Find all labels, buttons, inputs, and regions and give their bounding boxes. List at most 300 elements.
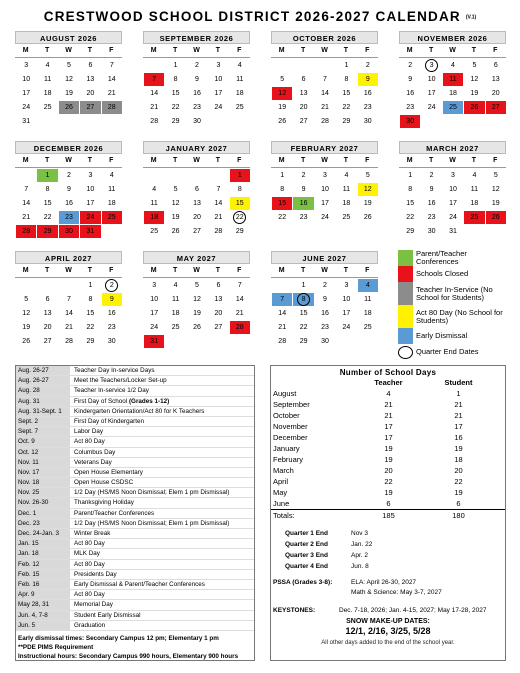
event-description: Student Early Dismissal (74, 611, 141, 619)
day-cell (271, 100, 292, 114)
day-number: 7 (280, 296, 285, 303)
day-number: 14 (321, 90, 329, 97)
day-number: 19 (491, 200, 500, 207)
day-cell (420, 210, 441, 224)
day-cell (292, 86, 313, 100)
day-number: 24 (342, 324, 351, 331)
day-number: 24 (321, 214, 329, 221)
day-number: 29 (299, 338, 308, 345)
day-cell (335, 292, 356, 306)
day-number: 8 (173, 76, 178, 83)
day-number: 21 (321, 104, 329, 111)
day-cell (271, 196, 292, 210)
student-header: Student (444, 378, 473, 387)
day-cell (314, 72, 335, 86)
day-number: 20 (193, 214, 201, 221)
day-cell (335, 182, 356, 196)
day-cell (357, 292, 378, 306)
day-number: 27 (43, 338, 52, 345)
event-description: Open House Elementary (74, 468, 143, 476)
day-cell (420, 72, 441, 86)
day-cell (357, 86, 378, 100)
day-number: 4 (237, 62, 242, 69)
day-number: 31 (86, 228, 95, 235)
legend (398, 250, 506, 360)
day-cell (186, 114, 207, 128)
school-days-row (271, 432, 505, 443)
day-cell (164, 278, 185, 292)
day-cell (15, 292, 36, 306)
day-cell (79, 196, 100, 210)
day-cell (420, 100, 441, 114)
legend-item (398, 305, 506, 328)
legend-swatch (398, 250, 413, 266)
day-number: 21 (150, 104, 159, 111)
quarter-label: Quarter 1 End (285, 530, 328, 537)
day-number: 8 (88, 296, 93, 303)
day-number: 13 (491, 76, 500, 83)
event-date: Aug. 31-Sept. 1 (16, 407, 70, 416)
school-days-month: August (273, 389, 297, 398)
day-cell (442, 86, 463, 100)
day-cell (229, 72, 250, 86)
event-row (16, 386, 254, 396)
weekday-label: M (271, 154, 292, 168)
day-number: 11 (470, 186, 479, 193)
day-number: 18 (470, 200, 479, 207)
day-cell (357, 224, 378, 238)
day-cell (79, 320, 100, 334)
pssa-row (271, 578, 505, 588)
quarter-label: Quarter 2 End (285, 541, 328, 548)
day-cell (357, 182, 378, 196)
day-cell (186, 168, 207, 182)
day-cell (36, 114, 57, 128)
day-number: 23 (406, 104, 415, 111)
day-number: 25 (363, 324, 372, 331)
day-number: 13 (86, 76, 95, 83)
event-grades: (Grades 1-12) (128, 397, 170, 405)
day-cell (442, 196, 463, 210)
day-number: 26 (171, 228, 180, 235)
month-header: SEPTEMBER 2026 (143, 31, 250, 44)
day-number: 18 (43, 90, 52, 97)
legend-label: Quarter End Dates (416, 347, 479, 356)
month-october-2026 (271, 31, 378, 128)
day-cell (143, 72, 164, 86)
day-cell (463, 114, 484, 128)
school-days-month: April (273, 477, 289, 486)
footnote-hours: Instructional hours: Secondary Campus 990 hours, Elementary 900 hours (18, 652, 239, 660)
event-text (70, 458, 112, 467)
day-cell (186, 320, 207, 334)
day-number: 1 (344, 62, 349, 69)
day-number: 26 (278, 118, 287, 125)
event-date: Dec. 24-Jan. 3 (16, 529, 70, 538)
day-cell (58, 306, 79, 320)
day-cell (58, 72, 79, 86)
day-number: 15 (278, 200, 287, 207)
event-row (16, 458, 254, 468)
day-number: 28 (214, 228, 223, 235)
event-text (70, 539, 105, 548)
school-days-student: 22 (454, 477, 463, 486)
event-date: May 28, 31 (16, 600, 70, 609)
event-text (70, 498, 134, 507)
event-description: Memorial Day (74, 601, 113, 609)
day-cell (399, 210, 420, 224)
day-number: 23 (427, 214, 436, 221)
day-number: 30 (363, 118, 372, 125)
day-number: 14 (150, 90, 159, 97)
event-row (16, 519, 254, 529)
event-row (16, 509, 254, 519)
day-number: 18 (107, 200, 116, 207)
day-number: 24 (150, 324, 159, 331)
event-date: Apr. 9 (16, 590, 70, 599)
day-cell (143, 182, 164, 196)
legend-label: Teacher In-Service (No School for Students) (416, 284, 493, 302)
event-text (70, 376, 167, 385)
school-days-month: March (273, 466, 294, 475)
weekday-label: T (463, 154, 484, 168)
day-number: 28 (278, 338, 287, 345)
day-number: 28 (235, 324, 244, 331)
school-days-row (271, 410, 505, 421)
day-grid (15, 44, 122, 128)
day-number: 12 (193, 296, 201, 303)
event-description: Kindergarten Orientation/Act 80 for K Teachers (74, 407, 205, 415)
day-grid (271, 264, 378, 348)
day-cell (186, 182, 207, 196)
weekday-label: T (292, 264, 313, 278)
day-number: 23 (107, 324, 116, 331)
day-number: 22 (342, 104, 351, 111)
day-cell (15, 224, 36, 238)
day-cell (229, 292, 250, 306)
day-cell (58, 100, 79, 114)
school-days-month: June (273, 499, 290, 508)
day-number: 30 (107, 338, 116, 345)
school-days-teacher: 21 (384, 411, 393, 420)
day-cell (442, 210, 463, 224)
day-number: 7 (152, 76, 157, 83)
month-header: NOVEMBER 2026 (399, 31, 506, 44)
keystones-label: KEYSTONES: (273, 607, 316, 614)
day-cell (79, 114, 100, 128)
day-cell (335, 100, 356, 114)
legend-item (398, 282, 506, 305)
day-cell (271, 278, 292, 292)
event-description: Act 80 Day (74, 591, 105, 599)
event-date: Feb. 12 (16, 560, 70, 569)
totals-teacher: 185 (382, 511, 395, 520)
event-row (16, 478, 254, 488)
day-number: 22 (171, 104, 180, 111)
day-number: 14 (278, 310, 287, 317)
day-number: 15 (235, 200, 244, 207)
month-header: OCTOBER 2026 (271, 31, 378, 44)
school-days-student: 18 (454, 455, 463, 464)
day-cell (420, 86, 441, 100)
day-cell (36, 278, 57, 292)
day-cell (229, 224, 250, 238)
day-number: 9 (109, 296, 114, 303)
day-cell (79, 168, 100, 182)
day-cell (271, 292, 292, 306)
day-cell (292, 292, 313, 306)
event-date: Oct. 12 (16, 448, 70, 457)
school-days-row (271, 498, 505, 509)
day-number: 9 (408, 76, 413, 83)
day-number: 24 (449, 214, 457, 221)
day-cell (399, 224, 420, 238)
day-cell (485, 196, 506, 210)
day-number: 4 (173, 282, 178, 289)
event-row (16, 580, 254, 590)
day-number: 11 (150, 200, 158, 207)
day-number: 2 (365, 62, 370, 69)
day-cell (15, 114, 36, 128)
day-cell (292, 58, 313, 72)
day-cell (36, 306, 57, 320)
day-cell (58, 168, 79, 182)
event-row (16, 570, 254, 580)
day-cell (292, 224, 313, 238)
day-cell (292, 334, 313, 348)
day-number: 27 (214, 324, 223, 331)
day-number: 20 (86, 90, 95, 97)
legend-item (398, 250, 506, 266)
day-number: 5 (67, 62, 71, 69)
event-text (70, 386, 149, 395)
day-number: 26 (193, 324, 201, 331)
day-number: 11 (449, 76, 457, 83)
event-description: Labor Day (74, 428, 104, 436)
event-text (70, 509, 154, 518)
day-number: 9 (195, 76, 199, 83)
event-text (70, 437, 105, 446)
day-number: 22 (43, 214, 52, 221)
day-cell (15, 182, 36, 196)
day-number: 4 (152, 186, 157, 193)
day-number: 13 (299, 90, 308, 97)
day-number: 6 (493, 62, 498, 69)
weekday-label: T (420, 154, 441, 168)
day-cell (143, 292, 164, 306)
day-number: 2 (105, 279, 118, 292)
day-cell (143, 278, 164, 292)
event-description: 1/2 Day (HS/MS Noon Dismissal; Elem 1 pm Dismissal) (74, 519, 230, 527)
weekday-label: T (79, 44, 100, 58)
day-number: 1 (45, 172, 50, 179)
day-cell (442, 114, 463, 128)
day-number: 24 (214, 104, 223, 111)
event-date: Nov. 26-30 (16, 498, 70, 507)
event-text (70, 427, 103, 436)
keystones-row (271, 606, 505, 616)
quarter-date: Apr. 2 (351, 552, 368, 559)
weekday-label: F (485, 154, 506, 168)
event-description: Open House CSDSC (74, 479, 134, 487)
day-number: 8 (408, 186, 413, 193)
event-row (16, 529, 254, 539)
day-cell (229, 168, 250, 182)
school-days-month: September (273, 400, 310, 409)
day-cell (292, 278, 313, 292)
day-number: 14 (214, 200, 223, 207)
day-grid (271, 44, 378, 128)
day-number: 8 (344, 76, 349, 83)
day-cell (58, 114, 79, 128)
day-cell (36, 72, 57, 86)
day-cell (271, 210, 292, 224)
event-date: Nov. 18 (16, 478, 70, 487)
day-number: 12 (470, 76, 479, 83)
day-number: 19 (470, 90, 479, 97)
pssa-math: Math & Science: May 3-7, 2027 (351, 589, 442, 596)
day-number: 15 (406, 200, 415, 207)
day-number: 7 (323, 76, 327, 83)
day-cell (335, 114, 356, 128)
day-cell (15, 86, 36, 100)
day-number: 10 (449, 186, 457, 193)
day-cell (79, 210, 100, 224)
day-number: 20 (214, 310, 223, 317)
day-cell (143, 86, 164, 100)
weekday-label: F (229, 44, 250, 58)
day-number: 28 (22, 228, 31, 235)
day-cell (463, 168, 484, 182)
day-number: 25 (150, 228, 159, 235)
event-description: Act 80 Day (74, 540, 105, 548)
day-number: 1 (301, 282, 306, 289)
event-date: Nov. 25 (16, 488, 70, 497)
weekday-label: T (420, 44, 441, 58)
day-cell (143, 114, 164, 128)
day-cell (314, 114, 335, 128)
legend-item (398, 266, 506, 282)
day-number: 17 (22, 90, 31, 97)
day-number: 8 (297, 293, 310, 306)
event-date: Dec. 1 (16, 509, 70, 518)
day-number: 16 (427, 200, 436, 207)
day-number: 19 (22, 324, 31, 331)
day-cell (207, 224, 228, 238)
school-days-row (271, 487, 505, 498)
day-number: 31 (22, 118, 31, 125)
day-cell (357, 114, 378, 128)
day-cell (335, 196, 356, 210)
day-cell (15, 278, 36, 292)
day-cell (399, 100, 420, 114)
day-number: 25 (342, 214, 351, 221)
day-number: 3 (451, 172, 455, 179)
day-cell (335, 278, 356, 292)
day-number: 26 (470, 104, 479, 111)
school-days-teacher: 22 (384, 477, 393, 486)
day-grid (143, 264, 250, 348)
day-number: 11 (236, 76, 244, 83)
event-text (70, 417, 144, 426)
day-cell (58, 320, 79, 334)
day-cell (335, 58, 356, 72)
weekday-label: F (357, 154, 378, 168)
legend-swatch (398, 328, 413, 344)
legend-swatch (398, 266, 413, 282)
day-cell (36, 292, 57, 306)
day-number: 15 (86, 310, 95, 317)
day-cell (229, 58, 250, 72)
day-number: 22 (86, 324, 95, 331)
day-cell (143, 320, 164, 334)
day-cell (442, 72, 463, 86)
month-january-2027 (143, 141, 250, 238)
day-cell (442, 224, 463, 238)
school-days-student: 16 (454, 433, 463, 442)
event-row (16, 498, 254, 508)
day-cell (15, 306, 36, 320)
day-cell (292, 168, 313, 182)
day-cell (314, 100, 335, 114)
event-text (70, 560, 105, 569)
legend-label: Schools Closed (416, 269, 469, 278)
school-days-teacher: 17 (384, 422, 393, 431)
event-date: Feb. 16 (16, 580, 70, 589)
day-number: 16 (363, 90, 372, 97)
day-cell (36, 182, 57, 196)
day-cell (357, 334, 378, 348)
day-cell (101, 210, 122, 224)
day-cell (207, 58, 228, 72)
day-cell (314, 182, 335, 196)
quarter-label: Quarter 3 End (285, 552, 328, 559)
school-days-teacher: 21 (384, 400, 393, 409)
day-cell (79, 72, 100, 86)
day-cell (485, 182, 506, 196)
day-number: 21 (65, 324, 73, 331)
day-cell (314, 320, 335, 334)
event-text (70, 397, 169, 406)
school-days-row (271, 388, 505, 399)
school-days-student: 6 (456, 499, 461, 508)
day-number: 28 (150, 118, 159, 125)
totals-row (271, 509, 505, 520)
day-number: 28 (321, 118, 329, 125)
event-description: Meet the Teachers/Locker Set-up (74, 377, 167, 385)
day-cell (164, 224, 185, 238)
month-june-2027 (271, 251, 378, 348)
day-number: 5 (472, 62, 477, 69)
weekday-label: W (442, 154, 463, 168)
day-cell (164, 58, 185, 72)
day-cell (399, 72, 420, 86)
day-number: 4 (344, 172, 349, 179)
day-number: 15 (171, 90, 180, 97)
day-cell (15, 58, 36, 72)
day-cell (335, 320, 356, 334)
weekday-label: W (314, 154, 335, 168)
event-date: Nov. 17 (16, 468, 70, 477)
day-cell (143, 196, 164, 210)
school-days-month: February (273, 455, 304, 464)
event-date: Aug. 28 (16, 386, 70, 395)
event-description: Act 80 Day (74, 560, 105, 568)
day-cell (485, 72, 506, 86)
day-cell (399, 114, 420, 128)
weekday-label: F (357, 264, 378, 278)
weekday-label: M (143, 264, 164, 278)
